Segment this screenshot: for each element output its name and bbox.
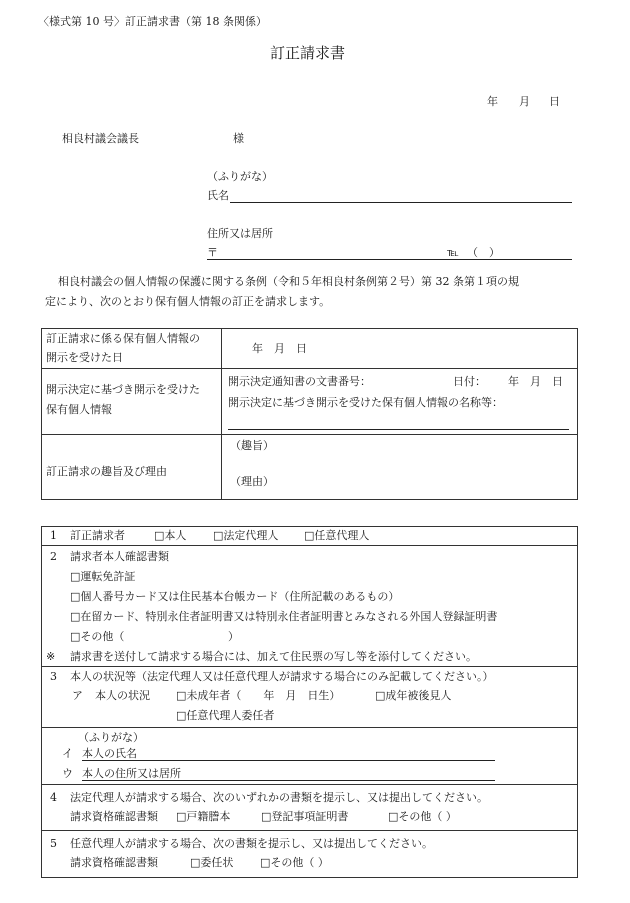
date-day-label: 日 <box>549 95 560 108</box>
requester-name-field[interactable] <box>230 202 572 203</box>
disclosed-info-label-2: 保有個人情報 <box>46 403 112 416</box>
postal-mark: 〒 <box>207 246 218 259</box>
legal-agent-docs-label: 請求資格確認書類 <box>70 810 158 823</box>
disclosure-date-field[interactable]: 年 月 日 <box>252 342 307 355</box>
principal-name-field[interactable] <box>82 760 495 761</box>
principal-furigana-label: （ふりがな） <box>78 731 144 744</box>
intro-line-1: 相良村議会の個人情報の保護に関する条例（令和５年相良村条例第２号）第 32 条第１項の規 <box>58 275 519 288</box>
table-divider <box>41 545 577 546</box>
requester-furigana-label: （ふりがな） <box>207 170 273 183</box>
purpose-label: （趣旨） <box>230 439 274 452</box>
residence-card-checkbox[interactable]: □在留カード、特別永住者証明書又は特別永住者証明書とみなされる外国人登録証明書 <box>70 610 498 623</box>
notice-date-label: 日付： <box>453 375 486 388</box>
requester-address-label: 住所又は居所 <box>207 227 273 240</box>
family-register-checkbox[interactable]: □戸籍謄本 <box>176 810 231 823</box>
registry-cert-checkbox[interactable]: □登記事項証明書 <box>261 810 349 823</box>
item-a-mark: ア <box>72 689 83 702</box>
addressee-honorific: 様 <box>233 132 244 145</box>
principal-address-field[interactable] <box>82 780 495 781</box>
legal-agent-checkbox[interactable]: □法定代理人 <box>213 529 279 542</box>
form-number: 〈様式第 10 号〉訂正請求書（第 18 条関係） <box>38 15 267 28</box>
disclosure-date-label: 訂正請求に係る保有個人情報の <box>46 332 200 345</box>
power-of-attorney-checkbox[interactable]: □委任状 <box>190 856 234 869</box>
disclosed-info-label: 開示決定に基づき開示を受けた <box>46 383 200 396</box>
table-divider <box>41 434 577 435</box>
mynumber-card-checkbox[interactable]: □個人番号カード又は住民基本台帳カード（住所記載のあるもの） <box>70 590 400 603</box>
note-mark: ※ <box>46 650 56 663</box>
other-id-checkbox[interactable]: □その他（ <box>70 630 125 643</box>
table-divider <box>41 666 577 667</box>
item-u-mark: ウ <box>62 767 73 780</box>
adult-ward-checkbox[interactable]: □成年被後見人 <box>375 689 452 702</box>
page-title: 訂正請求書 <box>270 44 346 62</box>
table-divider <box>41 368 577 369</box>
section-2-number: 2 <box>50 550 57 563</box>
date-year-label: 年 <box>487 95 498 108</box>
disclosed-info-name-label: 開示決定に基づき開示を受けた保有個人情報の名称等： <box>228 396 503 409</box>
reason-label: （理由） <box>230 475 274 488</box>
intro-line-2: 定により、次のとおり保有個人情報の訂正を請求します。 <box>45 295 331 308</box>
section-3-number: 3 <box>50 670 57 683</box>
self-checkbox[interactable]: □本人 <box>154 529 187 542</box>
section-4-number: 4 <box>50 791 57 804</box>
tel-mark: ℡ <box>447 246 459 259</box>
other-voluntary-doc-checkbox[interactable]: □その他（ ） <box>260 856 329 869</box>
disclosed-info-name-field[interactable] <box>228 429 569 430</box>
other-id-close-paren: ） <box>228 630 239 643</box>
section-4-label: 法定代理人が請求する場合、次のいずれかの書類を提示し、又は提出してください。 <box>70 791 488 804</box>
section-2-label: 請求者本人確認書類 <box>70 550 169 563</box>
notice-date-field[interactable]: 年 月 日 <box>508 375 563 388</box>
voluntary-agent-checkbox[interactable]: □任意代理人 <box>304 529 370 542</box>
delegator-checkbox[interactable]: □任意代理人委任者 <box>176 709 275 722</box>
minor-checkbox[interactable]: □未成年者（ 年 月 日生） <box>176 689 341 702</box>
voluntary-agent-docs-label: 請求資格確認書類 <box>70 856 158 869</box>
requester-address-field[interactable] <box>207 259 572 260</box>
section-5-label: 任意代理人が請求する場合、次の書類を提示し、又は提出してください。 <box>70 837 433 850</box>
correction-purpose-label: 訂正請求の趣旨及び理由 <box>46 465 167 478</box>
principal-name-label: 本人の氏名 <box>82 747 137 760</box>
principal-address-label: 本人の住所又は居所 <box>82 767 181 780</box>
table-divider <box>221 328 222 499</box>
section-3-label: 本人の状況等（法定代理人又は任意代理人が請求する場合にのみ記載してください。） <box>70 670 494 683</box>
section-1-label: 訂正請求者 <box>70 529 125 542</box>
table-divider <box>41 727 577 728</box>
item-i-mark: イ <box>62 747 73 760</box>
table-divider <box>41 830 577 831</box>
principal-status-label: 本人の状況 <box>95 689 150 702</box>
tel-paren: （ ） <box>467 246 500 259</box>
addressee-name: 相良村議会議長 <box>62 132 139 145</box>
date-month-label: 月 <box>519 95 530 108</box>
license-checkbox[interactable]: □運転免許証 <box>70 570 136 583</box>
section-1-number: 1 <box>50 529 57 542</box>
section-5-number: 5 <box>50 837 57 850</box>
mailing-note: 請求書を送付して請求する場合には、加えて住民票の写し等を添付してください。 <box>70 650 477 663</box>
disclosure-date-label-2: 開示を受けた日 <box>46 351 123 364</box>
requester-name-label: 氏名 <box>207 189 229 202</box>
table-divider <box>41 784 577 785</box>
other-legal-doc-checkbox[interactable]: □その他（ ） <box>388 810 457 823</box>
notice-number-label: 開示決定通知書の文書番号： <box>228 375 371 388</box>
